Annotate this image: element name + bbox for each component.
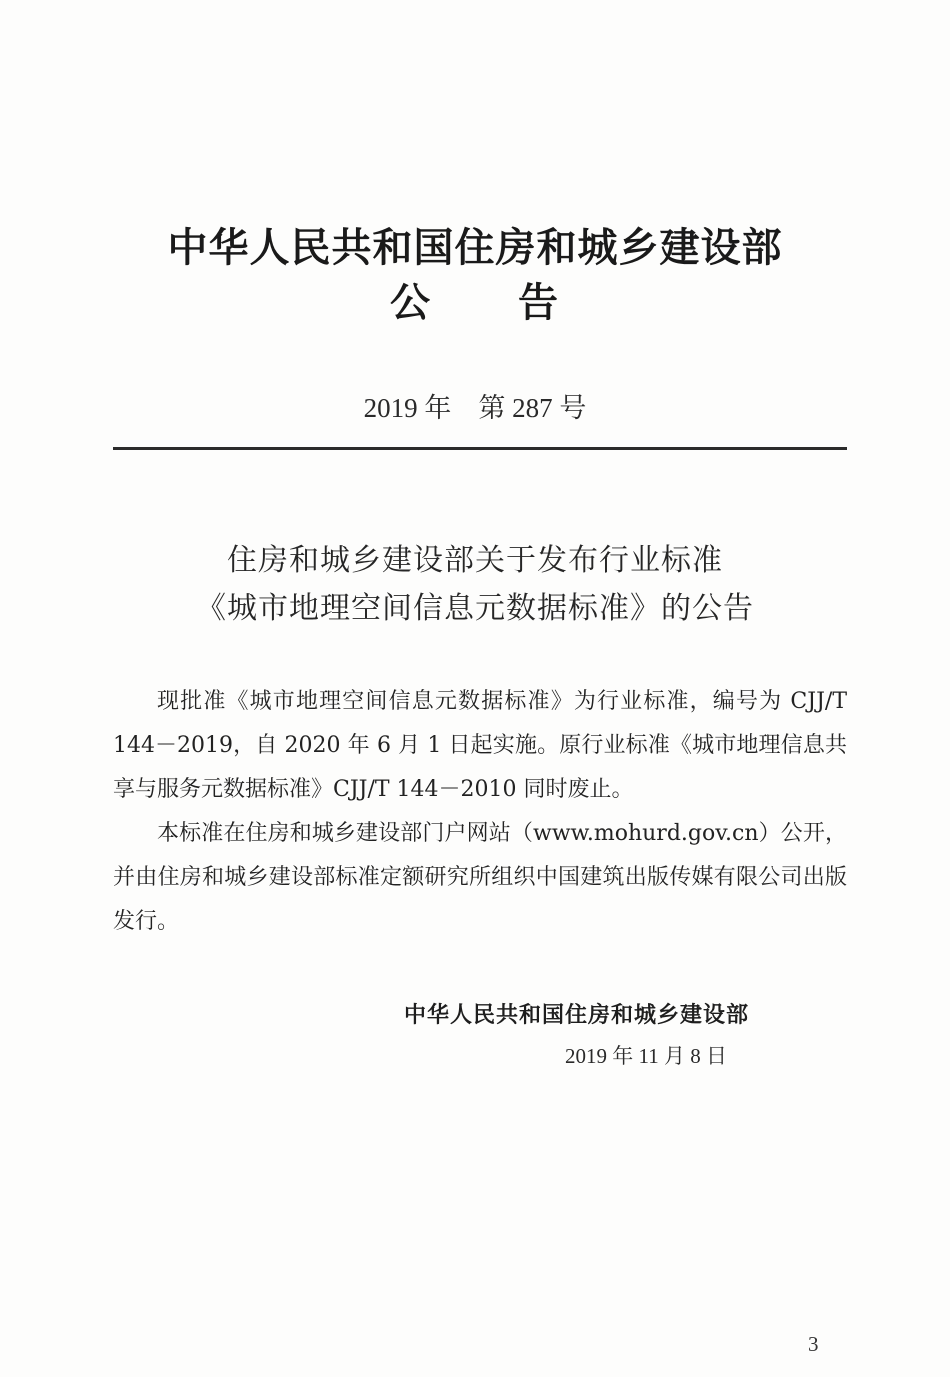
notice-subject — [0, 537, 950, 633]
page-number: 3 — [808, 1332, 819, 1356]
notice-number: 2019 年 第 287 号 — [363, 393, 587, 423]
issuer-title: 中华人民共和国住房和城乡建设部 — [167, 224, 783, 271]
header-divider — [113, 447, 847, 450]
body-paragraph-2: 本标准在住房和城乡建设部门户网站（www.mohurd.gov.cn）公开，并由住房和城乡建设部标准定额研究所组织中国建筑出版传媒有限公司出版发行。 — [113, 821, 847, 934]
signature-date: 2019 年 11 月 8 日 — [565, 1044, 727, 1068]
body-paragraph-1: 现批准《城市地理空间信息元数据标准》为行业标准，编号为 CJJ/T 144－2019，自 2020 年 6 月 1 日起实施。原行业标准《城市地理信息共享与服务元数据标准》CJJ/T 144－2010 同时废止。 — [113, 689, 847, 802]
notice-label: 公 告 — [390, 279, 560, 326]
subject-line-2: 《城市地理空间信息元数据标准》的公告 — [196, 591, 754, 626]
notice-body — [113, 680, 847, 944]
subject-line-1: 住房和城乡建设部关于发布行业标准 — [227, 543, 723, 578]
signature-issuer: 中华人民共和国住房和城乡建设部 — [404, 1003, 750, 1028]
